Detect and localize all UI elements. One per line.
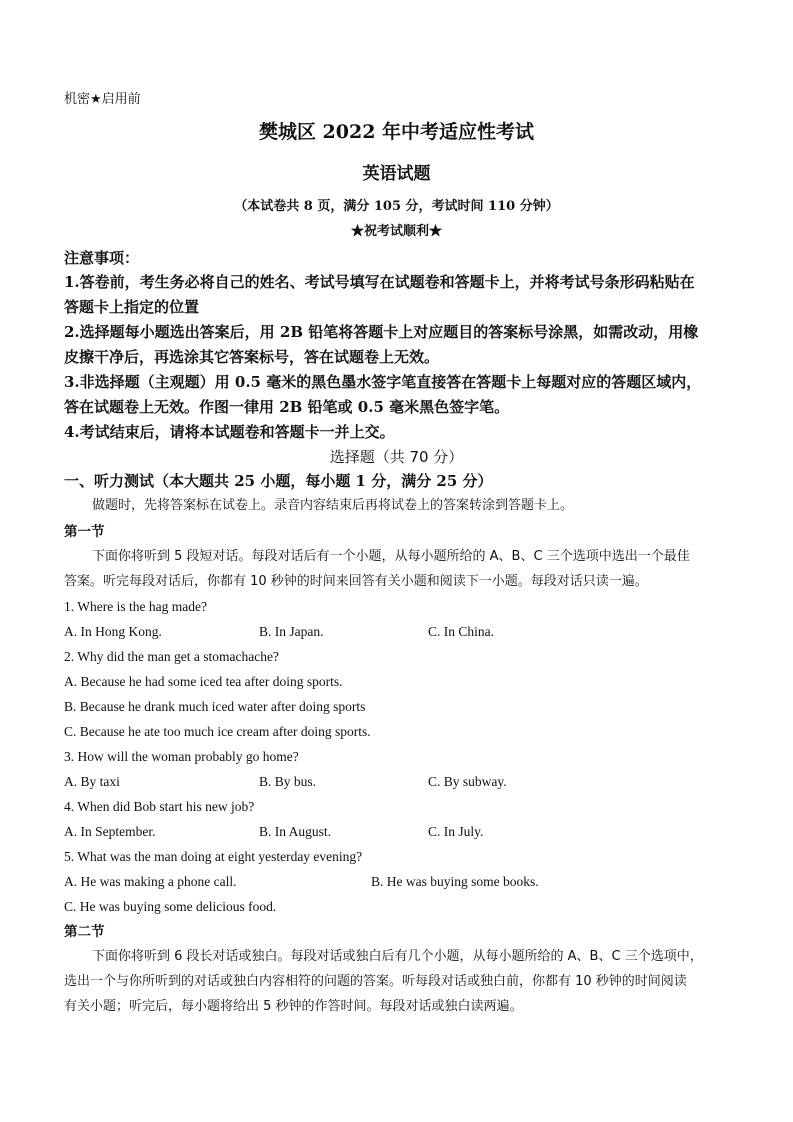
part1-title: 一、听力测试（本大题共 25 小题，每小题 1 分，满分 25 分）: [64, 472, 493, 490]
section2-instruction: 下面你将听到 6 段长对话或独白。每段对话或独白后有几个小题，从每小题所给的 A、B、C 三个选项中，: [92, 949, 703, 964]
notes-item: 3.非选择题（主观题）用 0.5 毫米的黑色墨水签字笔直接答在答题卡上每题对应的答题区域内，: [64, 373, 702, 391]
secret-label: 机密★启用前: [64, 92, 141, 107]
notes-item: 1.答卷前，考生务必将自己的姓名、考试号填写在试题卷和答题卡上，并将考试号条形码粘贴在: [64, 273, 695, 291]
notes-item: 皮擦干净后，再选涂其它答案标号，答在试题卷上无效。: [64, 348, 440, 366]
option-a: A. He was making a phone call.: [64, 874, 237, 889]
section2-instruction: 选出一个与你所听到的对话或独白内容相符的问题的答案。听每段对话或独白前，你都有 10 秒钟的时间阅读: [64, 974, 687, 989]
exam-subject: 英语试题: [362, 164, 431, 184]
exam-info: （本试卷共 8 页，满分 105 分，考试时间 110 分钟）: [234, 199, 559, 214]
notes-item: 答题卡上指定的位置: [64, 298, 200, 316]
option-a: A. In Hong Kong.: [64, 624, 162, 639]
option-b: B. In August.: [259, 824, 332, 839]
notes-item: 4.考试结束后，请将本试题卷和答题卡一并上交。: [64, 423, 395, 441]
option-c: C. He was buying some delicious food.: [64, 899, 277, 914]
question-stem: 5. What was the man doing at eight yesterday evening?: [64, 849, 363, 864]
question-stem: 1. Where is the hag made?: [64, 599, 207, 614]
notes-item: 答在试题卷上无效。作图一律用 2B 铅笔或 0.5 毫米黑色签字笔。: [64, 398, 510, 416]
option-a: A. In September.: [64, 824, 156, 839]
option-b: B. He was buying some books.: [371, 874, 539, 889]
option-a: A. By taxi: [64, 774, 120, 789]
section1-instruction: 下面你将听到 5 段短对话。每段对话后有一个小题，从每小题所给的 A、B、C 三个选项中选出一个最佳: [92, 549, 690, 564]
notes-heading: 注意事项：: [64, 249, 140, 267]
option-c: C. In July.: [428, 824, 484, 839]
option-c: C. By subway.: [428, 774, 507, 789]
option-b: B. Because he drank much iced water after doing sports: [64, 699, 366, 714]
question-stem: 4. When did Bob start his new job?: [64, 799, 255, 814]
section2-instruction: 有关小题；听完后，每小题将给出 5 秒钟的作答时间。每段对话或独白读两遍。: [64, 999, 523, 1014]
section2-title: 第二节: [64, 924, 105, 940]
option-a: A. Because he had some iced tea after doing sports.: [64, 674, 343, 689]
choice-section-title: 选择题（共 70 分）: [329, 448, 464, 466]
part1-instruction: 做题时，先将答案标在试卷上。录音内容结束后再将试卷上的答案转涂到答题卡上。: [92, 498, 574, 513]
option-c: C. In China.: [428, 624, 494, 639]
section1-instruction: 答案。听完每段对话后，你都有 10 秒钟的时间来回答有关小题和阅读下一小题。每段对话只读一遍。: [64, 574, 648, 589]
question-stem: 2. Why did the man get a stomachache?: [64, 649, 279, 664]
section1-title: 第一节: [64, 524, 105, 540]
option-c: C. Because he ate too much ice cream after doing sports.: [64, 724, 371, 739]
exam-wish: ★祝考试顺利★: [350, 224, 442, 239]
notes-item: 2.选择题每小题选出答案后，用 2B 铅笔将答题卡上对应题目的答案标号涂黑，如需改动，用橡: [64, 323, 699, 341]
exam-title: 樊城区 2022 年中考适应性考试: [258, 121, 535, 143]
option-b: B. By bus.: [259, 774, 317, 789]
option-b: B. In Japan.: [259, 624, 324, 639]
question-stem: 3. How will the woman probably go home?: [64, 749, 299, 764]
